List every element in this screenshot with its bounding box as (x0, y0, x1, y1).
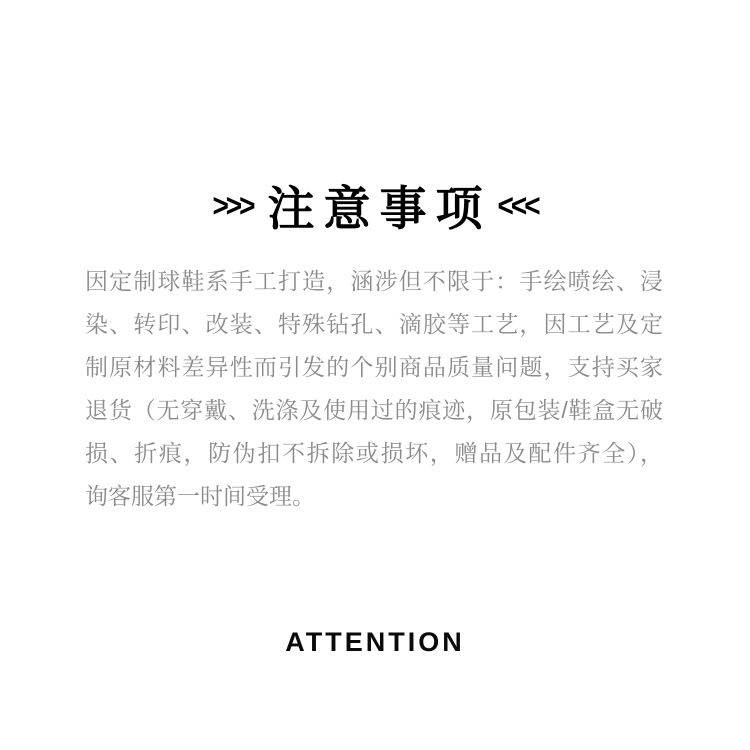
notice-line-5: 损、折痕，防伪扣不拆除或损坏，赠品及配件齐全）， (85, 440, 663, 466)
notice-paragraph (85, 260, 663, 518)
notice-line-1: 因定制球鞋系手工打造，涵涉但不限于：手绘喷绘、浸 (85, 268, 663, 294)
chevrons-right-icon: >>> (212, 187, 253, 223)
title-text: 注意事项 (267, 182, 492, 235)
notice-line-4: 退货（无穿戴、洗涤及使用过的痕迹，原包装/鞋盒无破 (85, 397, 663, 423)
chevrons-left-icon: <<< (497, 187, 538, 223)
notice-line-6: 询客服第一时间受理。 (85, 483, 315, 509)
notice-line-2: 染、转印、改装、特殊钻孔、滴胶等工艺，因工艺及定 (85, 311, 663, 337)
notice-line-3: 制原材料差异性而引发的个别商品质量问题，支持买家 (85, 354, 663, 380)
page-title (0, 172, 750, 239)
attention-footer-label: ATTENTION (285, 627, 465, 657)
